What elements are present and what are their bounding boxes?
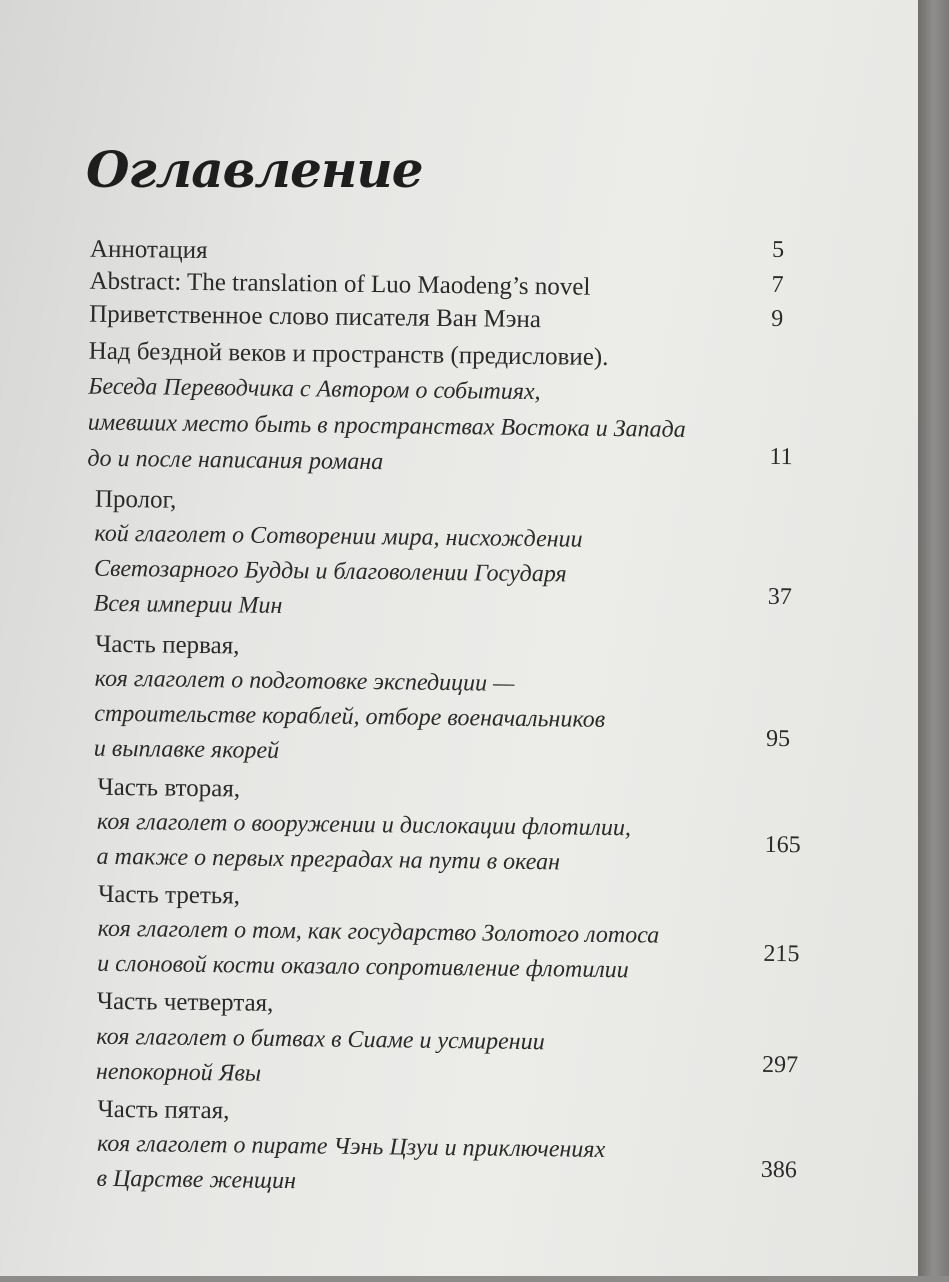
toc-page-number: 215 [763, 940, 800, 968]
toc-entry-line: коя глаголет о вооружении и дислокации флотилии, [96, 808, 632, 842]
toc-entry-line: коя глаголет о том, как государство Золотого лотоса [97, 915, 660, 949]
toc-page-number: 386 [760, 1156, 797, 1184]
toc-entry-line: строительстве кораблей, отборе военачальников [94, 700, 606, 733]
toc-entry-line: Часть пятая, [97, 1095, 230, 1125]
book-spine [918, 0, 949, 1276]
toc-entry-line: Abstract: The translation of Luo Maodeng’s novel [89, 267, 591, 301]
toc-entry-line: Приветственное слово писателя Ван Мэна [89, 300, 542, 334]
toc-entry-line: коя глаголет о пирате Чэнь Цзуи и приключениях [96, 1130, 606, 1163]
toc-entry-line: непокорной Явы [95, 1058, 262, 1087]
page-title: Оглавление [86, 140, 423, 199]
toc-page-number: 95 [765, 725, 791, 753]
toc-page-number: 9 [771, 305, 784, 333]
toc-entry-line: Всея империи Мин [93, 590, 283, 619]
toc-entry-line: коя глаголет о подготовке экспедиции — [94, 665, 515, 697]
toc-page-number: 165 [764, 831, 801, 859]
toc-entry-line: Светозарного Будды и благоволении Государя [93, 555, 567, 588]
toc-entry-line: Часть четвертая, [96, 987, 274, 1017]
toc-entry-line: Пролог, [94, 485, 177, 514]
toc-page-number: 11 [769, 443, 793, 471]
toc-entry-line: Над бездной веков и пространств (предисловие). [88, 337, 609, 371]
toc-entry-line: Часть третья, [97, 880, 241, 910]
toc-entry-line: до и после написания романа [87, 445, 384, 476]
toc-page-number: 297 [761, 1051, 799, 1079]
toc-entry-line: Часть вторая, [97, 773, 241, 803]
toc-entry-line: Аннотация [89, 235, 208, 265]
toc-page-number: 7 [771, 271, 784, 299]
toc-entry-line: а также о первых преградах на пути в океан [96, 843, 561, 876]
toc-entry-line: и слоновой кости оказало сопротивление флотилии [97, 950, 629, 984]
toc-entry-line: кой глаголет о Сотворении мира, нисхождении [94, 520, 583, 553]
toc-entry-line: Беседа Переводчика с Автором о событиях, [88, 373, 541, 406]
toc-page-number: 5 [771, 236, 785, 264]
toc-entry-line: коя глаголет о битвах в Сиаме и усмирении [96, 1023, 545, 1056]
toc-entry-line: имевших место быть в пространствах Востока и Запада [87, 409, 686, 443]
toc-entry-line: и выплавке якорей [93, 735, 280, 764]
toc-entry-line: в Царстве женщин [96, 1165, 297, 1195]
toc-page-number: 37 [767, 583, 792, 611]
toc-entry-line: Часть первая, [94, 630, 240, 660]
